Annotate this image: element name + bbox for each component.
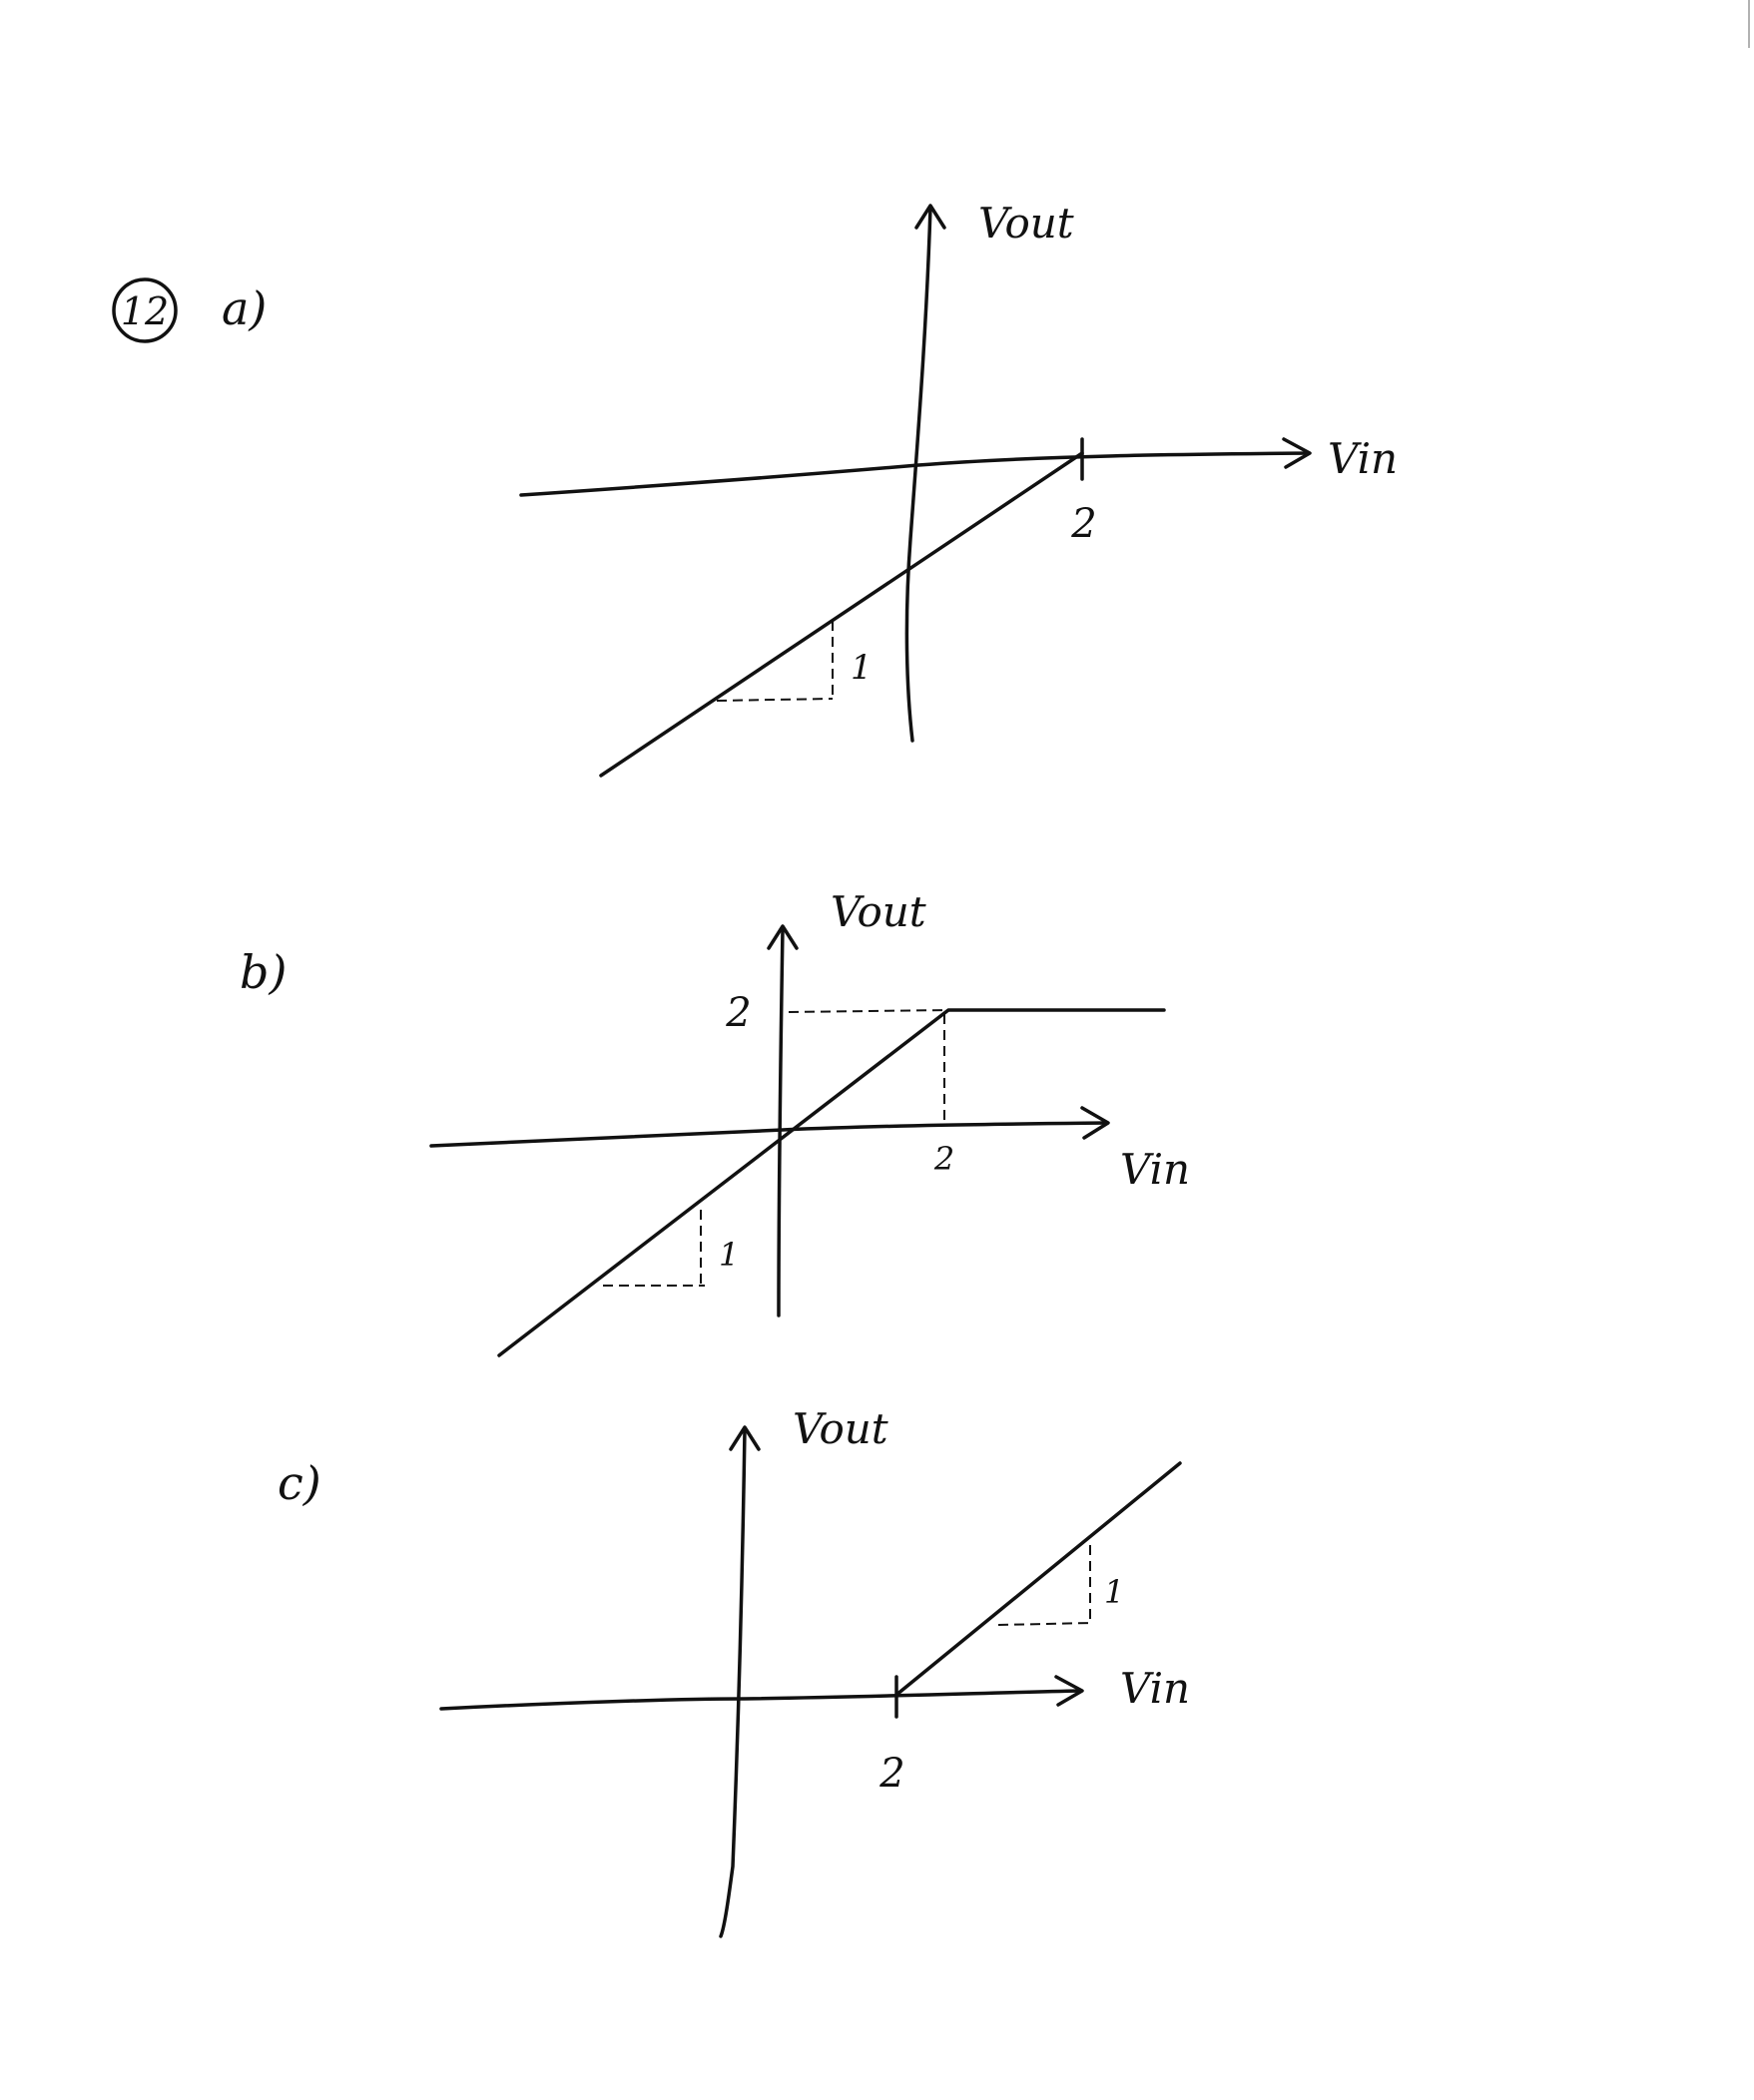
transfer-line [601, 453, 1082, 776]
graph-part-a [222, 199, 1398, 776]
x-axis [441, 1691, 1080, 1709]
y-tick-label: 2 [726, 990, 752, 1036]
part-a-label: a) [222, 281, 268, 335]
slope-run-dashed [717, 699, 833, 701]
transfer-line [896, 1463, 1180, 1695]
slope-label: 1 [1104, 1573, 1125, 1611]
slope-label: 1 [719, 1236, 740, 1274]
y-guide-dashed [789, 1010, 948, 1012]
y-axis [906, 208, 930, 741]
part-b-label: b) [240, 945, 288, 999]
problem-number-group [114, 279, 176, 341]
x-axis [431, 1123, 1106, 1146]
x-axis-label: Vin [1120, 1145, 1191, 1194]
slope-run-dashed [998, 1623, 1092, 1625]
part-c-label: c) [278, 1456, 321, 1510]
x-axis-label: Vin [1328, 434, 1399, 483]
graph-part-b [240, 887, 1190, 1355]
x-axis-label: Vin [1120, 1664, 1191, 1713]
y-axis [721, 1429, 745, 1936]
transfer-line [499, 1010, 1164, 1355]
x-tick-label: 2 [1071, 501, 1097, 547]
y-axis-label: Vout [978, 199, 1074, 248]
y-axis-label: Vout [831, 887, 926, 936]
y-axis [779, 928, 783, 1315]
graph-part-c [278, 1404, 1190, 1936]
slope-label: 1 [851, 648, 873, 688]
problem-number: 12 [120, 289, 170, 333]
y-axis-label: Vout [793, 1404, 888, 1453]
x-tick-label: 2 [879, 1751, 905, 1797]
x-tick-label: 2 [933, 1140, 955, 1178]
